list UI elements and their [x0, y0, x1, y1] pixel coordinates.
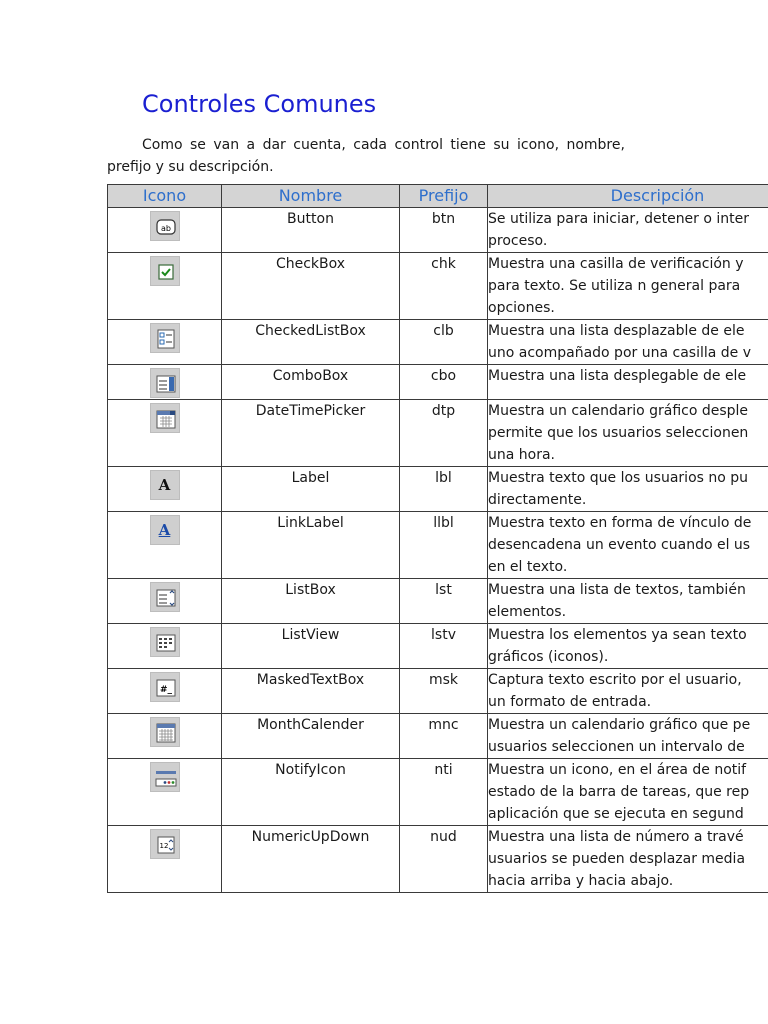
icon-cell	[108, 208, 222, 253]
control-prefix: dtp	[400, 400, 488, 467]
icon-cell	[108, 400, 222, 467]
control-name: ListView	[222, 624, 400, 669]
description-line: gráficos (iconos).	[488, 649, 609, 665]
control-description	[488, 826, 768, 893]
button-icon-text: ab	[160, 224, 171, 233]
label-icon-glyph: A	[158, 476, 171, 494]
table-row	[108, 253, 768, 320]
checkbox-icon	[150, 256, 180, 286]
description-line: para texto. Se utiliza n general para	[488, 278, 741, 294]
control-name: NumericUpDown	[222, 826, 400, 893]
description-line: aplicación que se ejecuta en segund	[488, 806, 744, 822]
controls-table	[107, 184, 768, 893]
control-name: LinkLabel	[222, 512, 400, 579]
description-line: Captura texto escrito por el usuario,	[488, 672, 742, 688]
description-line: Muestra una casilla de verificación y	[488, 256, 744, 272]
table-row	[108, 714, 768, 759]
description-line: opciones.	[488, 300, 555, 316]
header-name: Nombre	[222, 185, 400, 208]
icon-cell	[108, 826, 222, 893]
control-name: MonthCalender	[222, 714, 400, 759]
linklabel-icon-glyph: A	[158, 521, 171, 539]
table-row	[108, 208, 768, 253]
control-description	[488, 253, 768, 320]
icon-cell	[108, 253, 222, 320]
description-line: una hora.	[488, 447, 555, 463]
icon-cell	[108, 714, 222, 759]
description-line: hacia arriba y hacia abajo.	[488, 873, 674, 889]
icon-cell	[108, 759, 222, 826]
control-prefix: cbo	[400, 365, 488, 400]
control-name: ListBox	[222, 579, 400, 624]
control-prefix: clb	[400, 320, 488, 365]
control-description	[488, 467, 768, 512]
intro-line-1: Como se van a dar cuenta, cada control tiene su icono, nombre,	[142, 137, 625, 153]
maskedtextbox-icon	[150, 672, 180, 702]
icon-cell	[108, 579, 222, 624]
control-description	[488, 365, 768, 400]
icon-cell	[108, 365, 222, 400]
intro-paragraph	[107, 134, 667, 178]
label-icon	[150, 470, 180, 500]
control-description	[488, 624, 768, 669]
control-prefix: btn	[400, 208, 488, 253]
description-line: Muestra una lista de número a travé	[488, 829, 744, 845]
icon-cell	[108, 669, 222, 714]
listview-icon	[150, 627, 180, 657]
control-description	[488, 579, 768, 624]
table-row	[108, 579, 768, 624]
description-line: en el texto.	[488, 559, 568, 575]
control-description	[488, 512, 768, 579]
linklabel-icon	[150, 515, 180, 545]
control-prefix: msk	[400, 669, 488, 714]
control-prefix: llbl	[400, 512, 488, 579]
header-icon: Icono	[108, 185, 222, 208]
table-row	[108, 759, 768, 826]
description-line: desencadena un evento cuando el us	[488, 537, 751, 553]
control-prefix: mnc	[400, 714, 488, 759]
datetimepicker-icon	[150, 403, 180, 433]
header-prefix: Prefijo	[400, 185, 488, 208]
combobox-icon	[150, 368, 180, 398]
description-line: Muestra un calendario gráfico que pe	[488, 717, 751, 733]
description-line: Muestra una lista de textos, también	[488, 582, 746, 598]
control-description	[488, 669, 768, 714]
control-prefix: lstv	[400, 624, 488, 669]
listbox-icon	[150, 582, 180, 612]
description-line: usuarios seleccionen un intervalo de	[488, 739, 745, 755]
control-name: CheckedListBox	[222, 320, 400, 365]
icon-cell	[108, 624, 222, 669]
table-row	[108, 669, 768, 714]
control-name: ComboBox	[222, 365, 400, 400]
checked-list-box-icon	[150, 323, 180, 353]
control-description	[488, 208, 768, 253]
control-name: NotifyIcon	[222, 759, 400, 826]
control-name: DateTimePicker	[222, 400, 400, 467]
table-row	[108, 826, 768, 893]
intro-line-2: prefijo y su descripción.	[107, 159, 274, 175]
description-line: proceso.	[488, 233, 548, 249]
numericupdown-icon-text: 12	[159, 842, 168, 850]
page-title: Controles Comunes	[142, 90, 377, 118]
description-line: Muestra un calendario gráfico desple	[488, 403, 749, 419]
description-line: un formato de entrada.	[488, 694, 652, 710]
numericupdown-icon	[150, 829, 180, 859]
button-icon	[150, 211, 180, 241]
table-row	[108, 624, 768, 669]
control-description	[488, 714, 768, 759]
table-row	[108, 400, 768, 467]
description-line: usuarios se pueden desplazar media	[488, 851, 746, 867]
description-line: uno acompañado por una casilla de v	[488, 345, 751, 361]
table-row	[108, 467, 768, 512]
description-line: permite que los usuarios seleccionen	[488, 425, 749, 441]
control-name: Button	[222, 208, 400, 253]
control-description	[488, 759, 768, 826]
description-line: Muestra una lista desplazable de ele	[488, 323, 745, 339]
header-description: Descripción	[488, 185, 768, 208]
icon-cell	[108, 320, 222, 365]
control-name: MaskedTextBox	[222, 669, 400, 714]
description-line: Muestra un icono, en el área de notif	[488, 762, 747, 778]
control-prefix: lbl	[400, 467, 488, 512]
description-line: Muestra los elementos ya sean texto	[488, 627, 747, 643]
notifyicon-icon	[150, 762, 180, 792]
control-prefix: nti	[400, 759, 488, 826]
monthcalendar-icon	[150, 717, 180, 747]
description-line: elementos.	[488, 604, 567, 620]
description-line: Muestra una lista desplegable de ele	[488, 368, 747, 384]
control-prefix: nud	[400, 826, 488, 893]
control-name: Label	[222, 467, 400, 512]
description-line: directamente.	[488, 492, 587, 508]
table-header-row	[108, 185, 768, 208]
description-line: Se utiliza para iniciar, detener o inter	[488, 211, 750, 227]
maskedtextbox-icon-text: #_	[159, 685, 172, 695]
control-name: CheckBox	[222, 253, 400, 320]
control-prefix: lst	[400, 579, 488, 624]
control-prefix: chk	[400, 253, 488, 320]
icon-cell	[108, 512, 222, 579]
icon-cell	[108, 467, 222, 512]
description-line: estado de la barra de tareas, que rep	[488, 784, 750, 800]
description-line: Muestra texto que los usuarios no pu	[488, 470, 749, 486]
table-row	[108, 365, 768, 400]
description-line: Muestra texto en forma de vínculo de	[488, 515, 752, 531]
control-description	[488, 400, 768, 467]
table-row	[108, 320, 768, 365]
control-description	[488, 320, 768, 365]
table-row	[108, 512, 768, 579]
